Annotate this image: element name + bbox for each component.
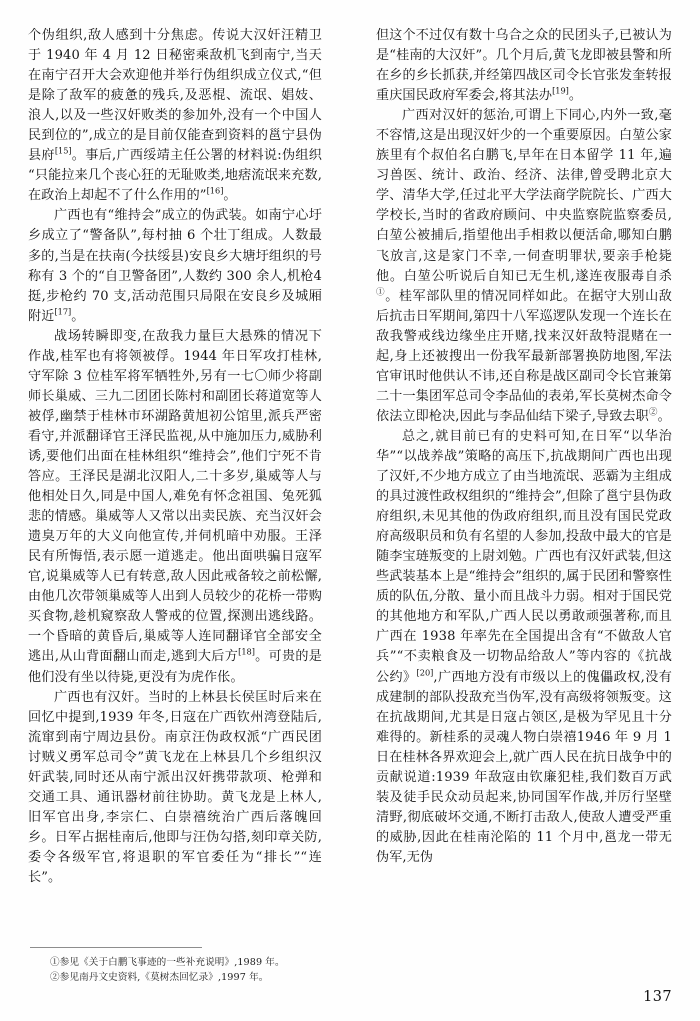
footnote-separator-rule xyxy=(30,947,202,948)
footnote-text: 参见《关于白鹏飞事迹的一些补充说明》,1989 年。 xyxy=(59,957,285,968)
footnote-marker: ① xyxy=(50,957,60,968)
paragraph: 广西也有“维持会”成立的伪武装。如南宁心圩乡成立了“警备队”,每村抽 6 个壮丁组成。人数最多的,当是在扶南(今扶绥县)安良乡大塘圩组织的号称有 3 个的“自卫警备团”,人数约 300 余人,机枪4 挺,步枪约 70 支,活动范围只局限在安良乡及城厢附近[17]。 xyxy=(28,208,322,324)
footnote-reference: [18] xyxy=(238,647,255,658)
footnote-block xyxy=(28,947,324,986)
paragraph: 但这个不过仅有数十乌合之众的民团头子,已被认为是“桂南的大汉奸”。几个月后,黄飞龙即被县警和所在乡的乡长抓获,并经第四战区司令长官张发奎转报重庆国民政府军委会,将其法办[19]。 xyxy=(376,28,672,104)
paragraph: 广西也有汉奸。当时的上林县长侯匡时后来在回忆中提到,1939 年冬,日寇在广西钦州湾登陆后,流窜到南宁周边县份。南京汪伪政权派“广西民团讨贼义勇军总司令”黄飞龙在上林县几个乡组织汉奸武装,同时还从南宁派出汉奸携带款项、枪弹和交通工具、通讯器材前往协助。黄飞龙是上林人,旧军官出身,李宗仁、白崇禧统治广西后落魄回乡。日军占据桂南后,他即与汪伪勾搭,刻印章关防,委令各级军官,将退职的军官委任为“排长”“连长”。 xyxy=(28,689,322,885)
paragraph: 总之,就目前已有的史料可知,在日军“以华治华”“以战养战”策略的高压下,抗战期间广西也出现了汉奸,不少地方成立了由当地流氓、恶霸为主组成的具过渡性政权组织的“维持会”,但除了邕宁县伪政府组织,未见其他的伪政府组织,而且没有国民党政府高级职员和负有名望的人参加,投敌中最大的官是随李宝琏叛变的上尉刘勉。广西也有汉奸武装,但这些武装基本上是“维持会”组织的,属于民团和警察性质的队伍,分散、量小而且战斗力弱。相对于国民党的其他地方和军队,广西人民以勇敢顽强著称,而且广西在 1938 年率先在全国提出含有“不做敌人官兵”“不卖粮食及一切物品给敌人”等内容的《抗战公约》[20],广西地方没有市级以上的傀儡政权,没有成建制的部队投敌充当伪军,没有高级将领叛变。这在抗战期间,尤其是日寇占领区,是极为罕见且十分难得的。新桂系的灵魂人物白崇禧1946 年 9 月 1 日在桂林各界欢迎会上,就广西人民在抗日战争中的贡献说道:1939 年敌寇由钦廉犯桂,我们数百万武装及徒手民众动员起来,协同国军作战,并厉行坚壁清野,彻底破坏交通,不断打击敌人,使敌人遭受严重的威胁,因此在桂南沦陷的 11 个月中,邕龙一带无伪军,无伪 xyxy=(376,428,672,865)
paragraph: 战场转瞬即变,在敌我力量巨大悬殊的情况下作战,桂军也有将领被俘。1944 年日军攻打桂林,守军除 3 位桂军将军牺牲外,另有一七〇师少将副师长巢威、三九二团团长陈村和副团长蒋道宽等人被俘,幽禁于桂林市环湖路黄旭初公馆里,派兵严密看守,并派翻译官王泽民监视,从中施加压力,威胁利诱,要他们出面在桂林组织“维持会”,他们宁死不肯答应。王泽民是湖北汉阳人,二十多岁,巢威等人与他相处日久,同是中国人,难免有怀念祖国、兔死狐悲的情感。巢威等人又常以出卖民族、充当汉奸会遗臭万年的大义向他宣传,并伺机暗中劝服。王泽民有所悔悟,表示愿一道逃走。他出面哄骗日寇军官,说巢威等人已有转意,敌人因此戒备较之前松懈,由他几次带领巢威等人出到人员较少的花桥一带购买食物,趁机窥察敌人警戒的位置,探测出逃线路。一个昏暗的黄昏后,巢威等人连同翻译官全部安全逃出,从山背面翻山而走,逃到大后方[18]。可贵的是他们没有坐以待毙,更没有为虎作伥。 xyxy=(28,328,322,685)
right-column xyxy=(350,0,700,960)
paragraph: 广西对汉奸的惩治,可谓上下同心,内外一致,毫不容情,这是出现汉奸少的一个重要原因。白堃公家族里有个叔伯名白鹏飞,早年在日本留学 11 年,遍习兽医、统计、政治、经济、法律,曾受聘北京大学、清华大学,任过北平大学法商学院院长、广西大学校长,当时的省政府顾问、中央监察院监察委员,白堃公被捕后,指望他出手相救以便活命,哪知白鹏飞放言,这是家门不幸,一伺查明罪状,要亲手枪毙他。白堃公听说后自知已无生机,遂连夜服毒自杀①。桂军部队里的情况同样如此。在据守大别山敌后抗击日军期间,第四十八军巡逻队发现一个连长在敌我警戒线边缘坐庄开赌,找来汉奸敌特混赌在一起,身上还被搜出一份我军最新部署换防地图,军法官审讯时他供认不讳,还自称是战区副司令长官兼第二十一集团军总司令李品仙的表弟,军长莫树杰命令依法立即枪决,因此与李品仙结下梁子,导致去职②。 xyxy=(376,108,672,424)
footnote-reference: [17] xyxy=(54,306,72,317)
paragraph: 个伪组织,敌人感到十分焦虑。传说大汉奸汪精卫于 1940 年 4 月 12 日秘密乘敌机飞到南宁,当天在南宁召开大会欢迎他并举行伪组织成立仪式,“但是除了敌军的疲惫的残兵,及恶棍、流氓、娼妓、浪人,以及一些汉奸败类的参加外,没有一个中国人民到位的”,成立的是目前仅能查到资料的邕宁县伪县府[15]。事后,广西绥靖主任公署的材料说:伪组织“只能拉来几个丧心狂的无耻败类,地痞流氓来充数,在政治上却起不了什么作用的”[16]。 xyxy=(28,28,322,204)
footnote-reference: ① xyxy=(376,287,386,298)
footnote-reference: [20] xyxy=(416,667,434,678)
footnote-reference: ② xyxy=(648,407,658,418)
footnote-text: 参见南丹文史资料,《莫树杰回忆录》,1997 年。 xyxy=(59,972,269,984)
page-number: 137 xyxy=(643,989,672,1005)
footnote-item xyxy=(50,970,324,985)
footnote-reference: [19] xyxy=(552,85,569,96)
footnote-reference: [15] xyxy=(54,145,72,156)
footnote-reference: [16] xyxy=(206,186,224,197)
left-column xyxy=(0,0,350,960)
footnote-item xyxy=(50,955,324,970)
footnote-marker: ② xyxy=(50,972,60,984)
